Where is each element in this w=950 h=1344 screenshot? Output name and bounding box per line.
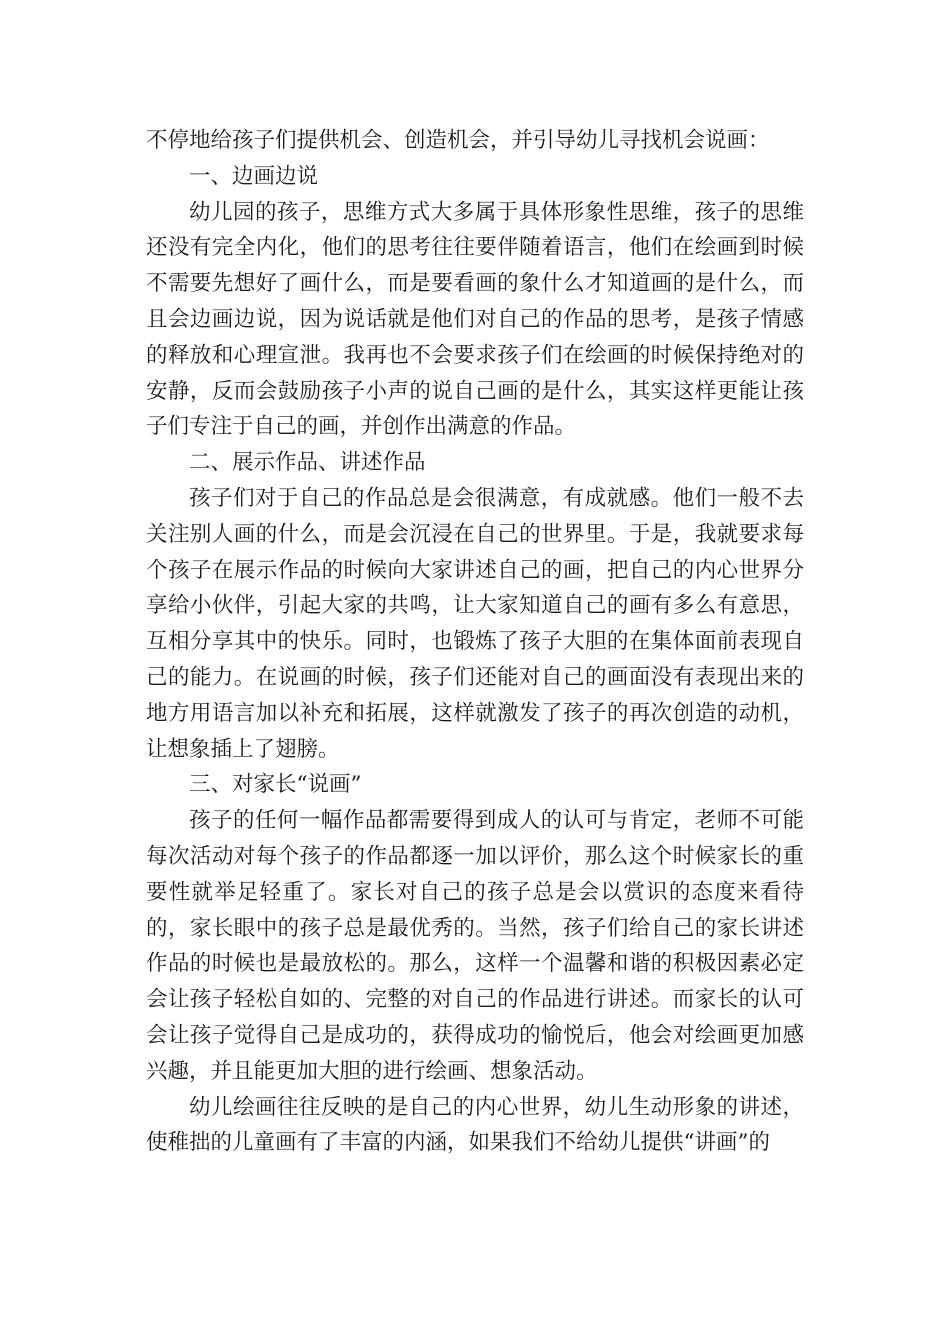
section-heading-2: 二、展示作品、讲述作品 [189,450,426,476]
document-body [146,123,804,1161]
paragraph-continuation: 不停地给孩子们提供机会、创造机会，并引导幼儿寻找机会说画： [146,128,770,153]
paragraph: 幼儿绘画往往反映的是自己的内心世界，幼儿生动形象的讲述，使稚拙的儿童画有了丰富的内涵，如果我们不给幼儿提供“讲画”的 [146,1094,804,1156]
paragraph: 孩子们对于自己的作品总是会很满意，有成就感。他们一般不去关注别人画的什么，而是会沉浸在自己的世界里。于是，我就要求每个孩子在展示作品的时候向大家讲述自己的画，把自己的内心世界分享给小伙伴，引起大家的共鸣，让大家知道自己的画有多么有意思，互相分享其中的快乐。同时，也锻炼了孩子大胆的在集体面前表现自己的能力。在说画的时候，孩子们还能对自己的画面没有表现出来的地方用语言加以补充和拓展，这样就激发了孩子的再次创造的动机，让想象插上了翅膀。 [146,485,804,762]
section-heading-1: 一、边画边说 [189,163,319,189]
paragraph: 幼儿园的孩子，思维方式大多属于具体形象性思维，孩子的思维还没有完全内化，他们的思考往往要伴随着语言，他们在绘画到时候不需要先想好了画什么，而是要看画的象什么才知道画的是什么，而且会边画边说，因为说话就是他们对自己的作品的思考，是孩子情感的释放和心理宣泄。我再也不会要求孩子们在绘画的时候保持绝对的安静，反而会鼓励孩子小声的说自己画的是什么，其实这样更能让孩子们专注于自己的画，并创作出满意的作品。 [146,199,804,440]
section-heading-3: 三、对家长“说画” [189,772,362,798]
paragraph: 孩子的任何一幅作品都需要得到成人的认可与肯定，老师不可能每次活动对每个孩子的作品都逐一加以评价，那么这个时候家长的重要性就举足轻重了。家长对自己的孩子总是会以赏识的态度来看待的，家长眼中的孩子总是最优秀的。当然，孩子们给自己的家长讲述作品的时候也是最放松的。那么，这样一个温馨和谐的积极因素必定会让孩子轻松自如的、完整的对自己的作品进行讲述。而家长的认可会让孩子觉得自己是成功的，获得成功的愉悦后，他会对绘画更加感兴趣，并且能更加大胆的进行绘画、想象活动。 [146,808,804,1084]
